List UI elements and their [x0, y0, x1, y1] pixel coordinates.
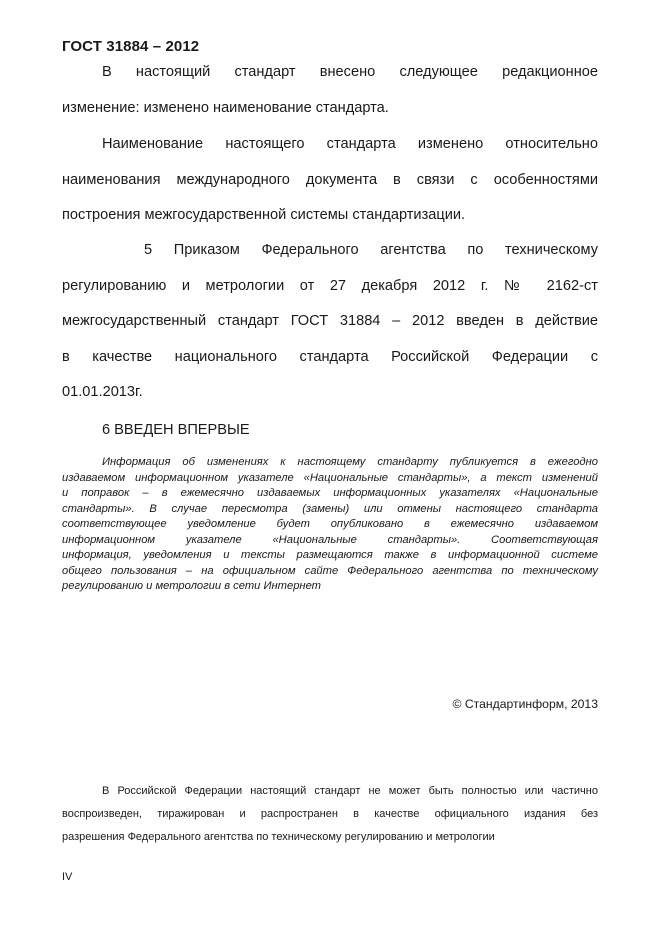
paragraph-line: Наименование настоящего стандарта изменено относительно	[102, 136, 598, 152]
copyright-notice: © Стандартинформ, 2013	[452, 697, 598, 711]
paragraph-line: В настоящий стандарт внесено следующее редакционное	[102, 64, 598, 80]
paragraph-editorial-change	[62, 55, 598, 126]
paragraph-line: наименования международного документа в связи с особенностями	[62, 171, 598, 188]
info-line: информация, уведомления и тексты размещаются также в информационной системе	[62, 549, 598, 561]
notice-line: разрешения Федерального агентства по техническому регулированию и метрологии	[62, 831, 495, 843]
paragraph-line: 5 Приказом Федерального агентства по техническому	[144, 242, 598, 258]
info-line: соответствующее уведомление будет опубликовано в ежемесячно издаваемом	[62, 518, 598, 530]
paragraph-order-5	[62, 233, 598, 411]
paragraph-line: регулированию и метрологии от 27 декабря 2012 г. № 2162-ст	[62, 277, 598, 294]
paragraph-line: 01.01.2013г.	[62, 384, 143, 400]
info-line: информационном указателе «Национальные стандарты». Соответствующая	[62, 533, 598, 546]
paragraph-line: изменение: изменено наименование стандарта.	[62, 99, 389, 116]
reproduction-notice	[62, 780, 598, 849]
paragraph-line: построения межгосударственной системы стандартизации.	[62, 207, 466, 223]
document-header: ГОСТ 31884 – 2012	[62, 38, 200, 55]
info-line: и поправок – в ежемесячно издаваемых информационных указателях «Национальные	[62, 487, 598, 499]
info-line: общего пользования – на официальном сайте Федерального агентства по техническому	[62, 564, 598, 577]
paragraph-line: межгосударственный стандарт ГОСТ 31884 – 2012 введен в действие	[62, 313, 598, 329]
paragraph-name-change	[62, 127, 598, 234]
page-number: IV	[62, 871, 73, 883]
notice-line: воспроизведен, тиражирован и распространен в качестве официального издания без	[62, 808, 598, 820]
info-line: регулированию и метрологии в сети Интернет	[62, 580, 321, 592]
info-line: стандарты». В случае пересмотра (замены) или отмены настоящего стандарта	[62, 502, 598, 515]
info-block	[62, 455, 598, 595]
info-line: издаваемом информационном указателе «Национальные стандарты», а текст изменений	[62, 471, 598, 484]
paragraph-line: в качестве национального стандарта Российской Федерации с	[62, 348, 598, 365]
info-line: Информация об изменениях к настоящему стандарту публикуется в ежегодно	[102, 456, 598, 468]
notice-line: В Российской Федерации настоящий стандарт не может быть полностью или частично	[102, 785, 598, 797]
section-6-heading: 6 ВВЕДЕН ВПЕРВЫЕ	[102, 422, 250, 438]
